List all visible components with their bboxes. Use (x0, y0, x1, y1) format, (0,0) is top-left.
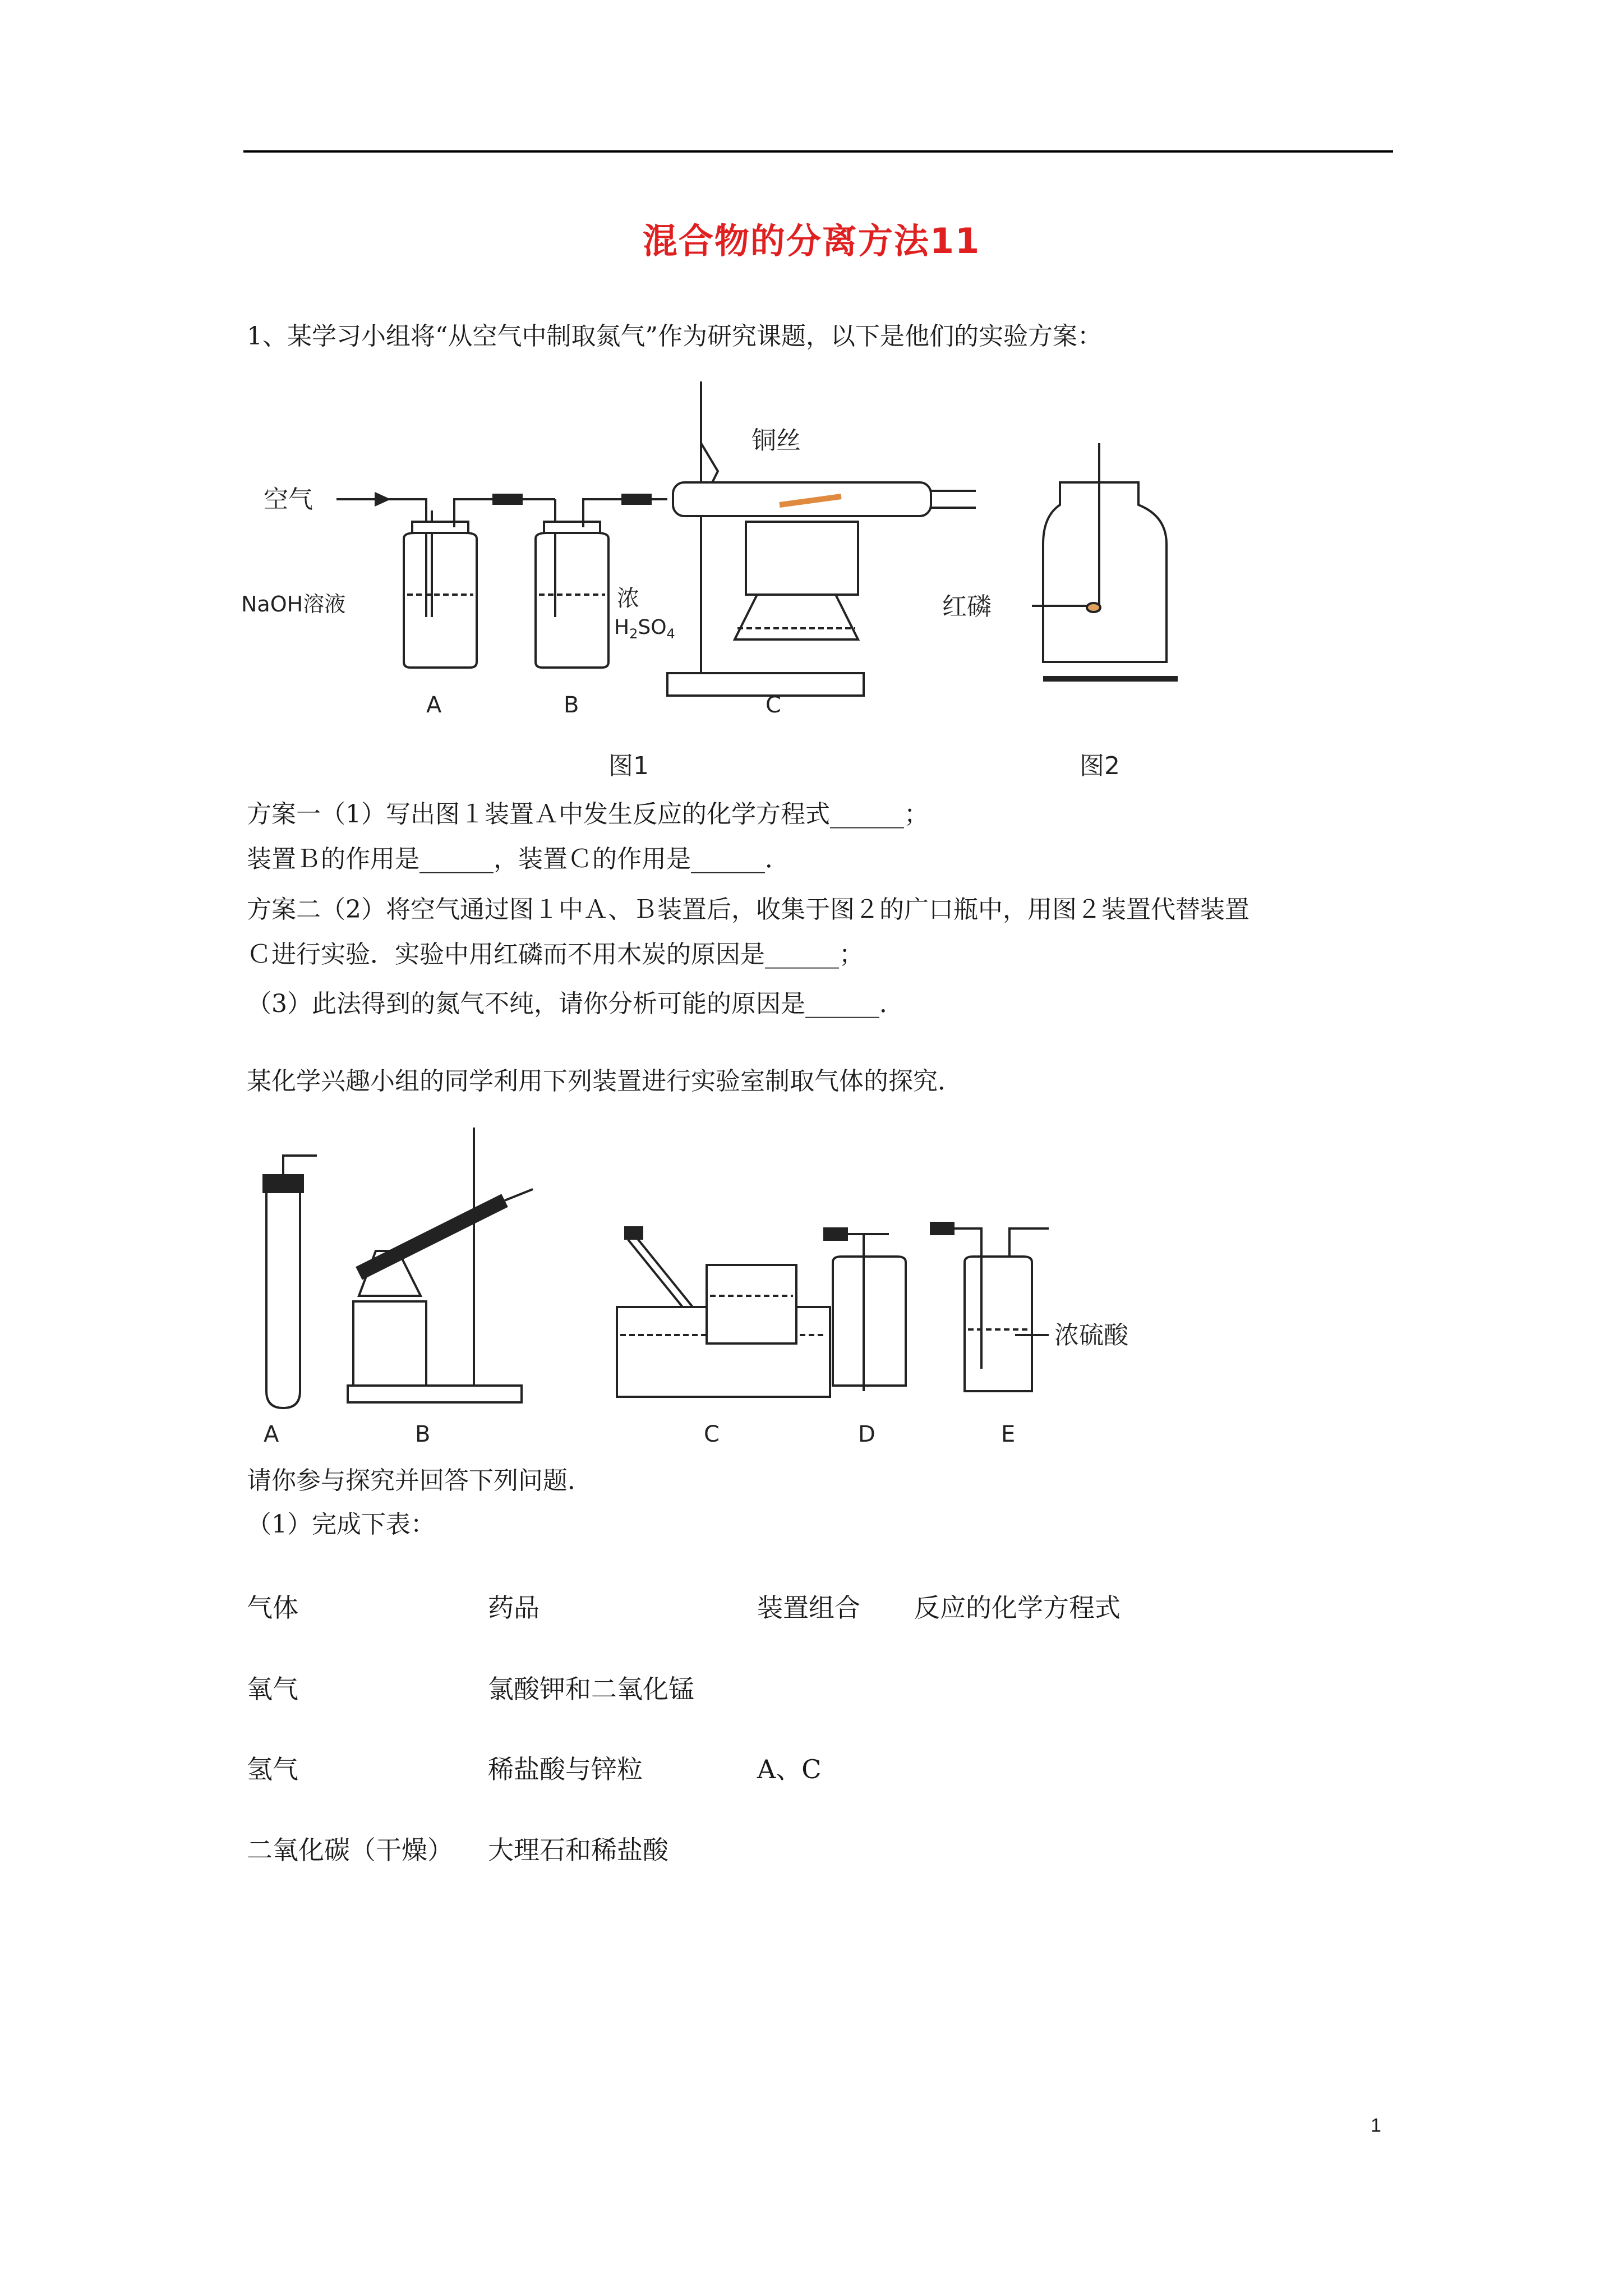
table-row-2-gas: 氢气 (247, 1754, 298, 1784)
header-rule (243, 150, 1393, 153)
question-2-prompt: 请你参与探究并回答下列问题． (247, 1466, 592, 1495)
plan-2-line-3: （3）此法得到的氮气不纯，请你分析可能的原因是______． (247, 990, 904, 1018)
table-header-apparatus: 装置组合 (757, 1593, 860, 1623)
label-c: C (766, 692, 781, 718)
table-row-1-reagents: 氯酸钾和二氧化锰 (488, 1674, 694, 1704)
table-row-2-reagents: 稀盐酸与锌粒 (488, 1754, 643, 1784)
table-header-reagents: 药品 (488, 1593, 540, 1623)
question-2-intro: 某化学兴趣小组的同学利用下列装置进行实验室制取气体的探究． (247, 1067, 962, 1096)
copper-wire-label: 铜丝 (751, 426, 801, 455)
figure-3-apparatus (241, 1122, 1251, 1447)
naoh-label: NaOH溶液 (241, 592, 346, 616)
acid-formula-sub4: 4 (666, 626, 675, 642)
fig3-label-b: B (415, 1421, 431, 1447)
figure-1-caption: 图1 (608, 752, 649, 780)
table-row-2-apparatus: A、C (757, 1754, 822, 1784)
acid-formula-so: SO (638, 616, 667, 639)
plan-2-line-1: 方案二（2）将空气通过图１中Ａ、Ｂ装置后，收集于图２的广口瓶中，用图２装置代替装置 (247, 895, 1249, 924)
conc-sulfuric-acid-label: 浓硫酸 (1054, 1321, 1128, 1350)
question-2-sub-1: （1）完成下表： (247, 1510, 435, 1539)
table-header-equation: 反应的化学方程式 (914, 1593, 1121, 1623)
acid-formula-h: H (614, 616, 630, 639)
acid-formula (614, 616, 675, 642)
label-b: B (564, 692, 579, 718)
figure-2-caption: 图2 (1080, 752, 1120, 780)
page-title: 混合物的分离方法11 (642, 220, 981, 261)
table-row-3-reagents: 大理石和稀盐酸 (488, 1835, 668, 1865)
fig3-label-e: E (1001, 1421, 1016, 1447)
fig3-label-c: C (704, 1421, 720, 1447)
fig3-label-a: A (264, 1421, 279, 1447)
table-row-3-gas: 二氧化碳（干燥） (247, 1835, 453, 1865)
plan-1-line-1: 方案一（1）写出图１装置Ａ中发生反应的化学方程式______； (247, 800, 929, 829)
table-header-gas: 气体 (247, 1593, 298, 1623)
air-label: 空气 (264, 485, 313, 514)
figure-2-apparatus (931, 443, 1211, 780)
acid-formula-sub2: 2 (629, 626, 638, 642)
label-a: A (426, 692, 442, 718)
red-phosphorus-label: 红磷 (942, 592, 992, 621)
plan-1-line-2: 装置Ｂ的作用是______，装置Ｃ的作用是______． (247, 845, 790, 873)
plan-2-line-2: Ｃ进行实验．实验中用红磷而不用木炭的原因是______； (247, 940, 864, 969)
page-number: 1 (1371, 2115, 1381, 2136)
acid-label-top: 浓 (617, 586, 639, 611)
fig3-label-d: D (858, 1421, 875, 1447)
question-1-intro: 1、某学习小组将“从空气中制取氮气”作为研究课题，以下是他们的实验方案： (247, 322, 1102, 351)
table-row-1-gas: 氧气 (247, 1674, 298, 1704)
